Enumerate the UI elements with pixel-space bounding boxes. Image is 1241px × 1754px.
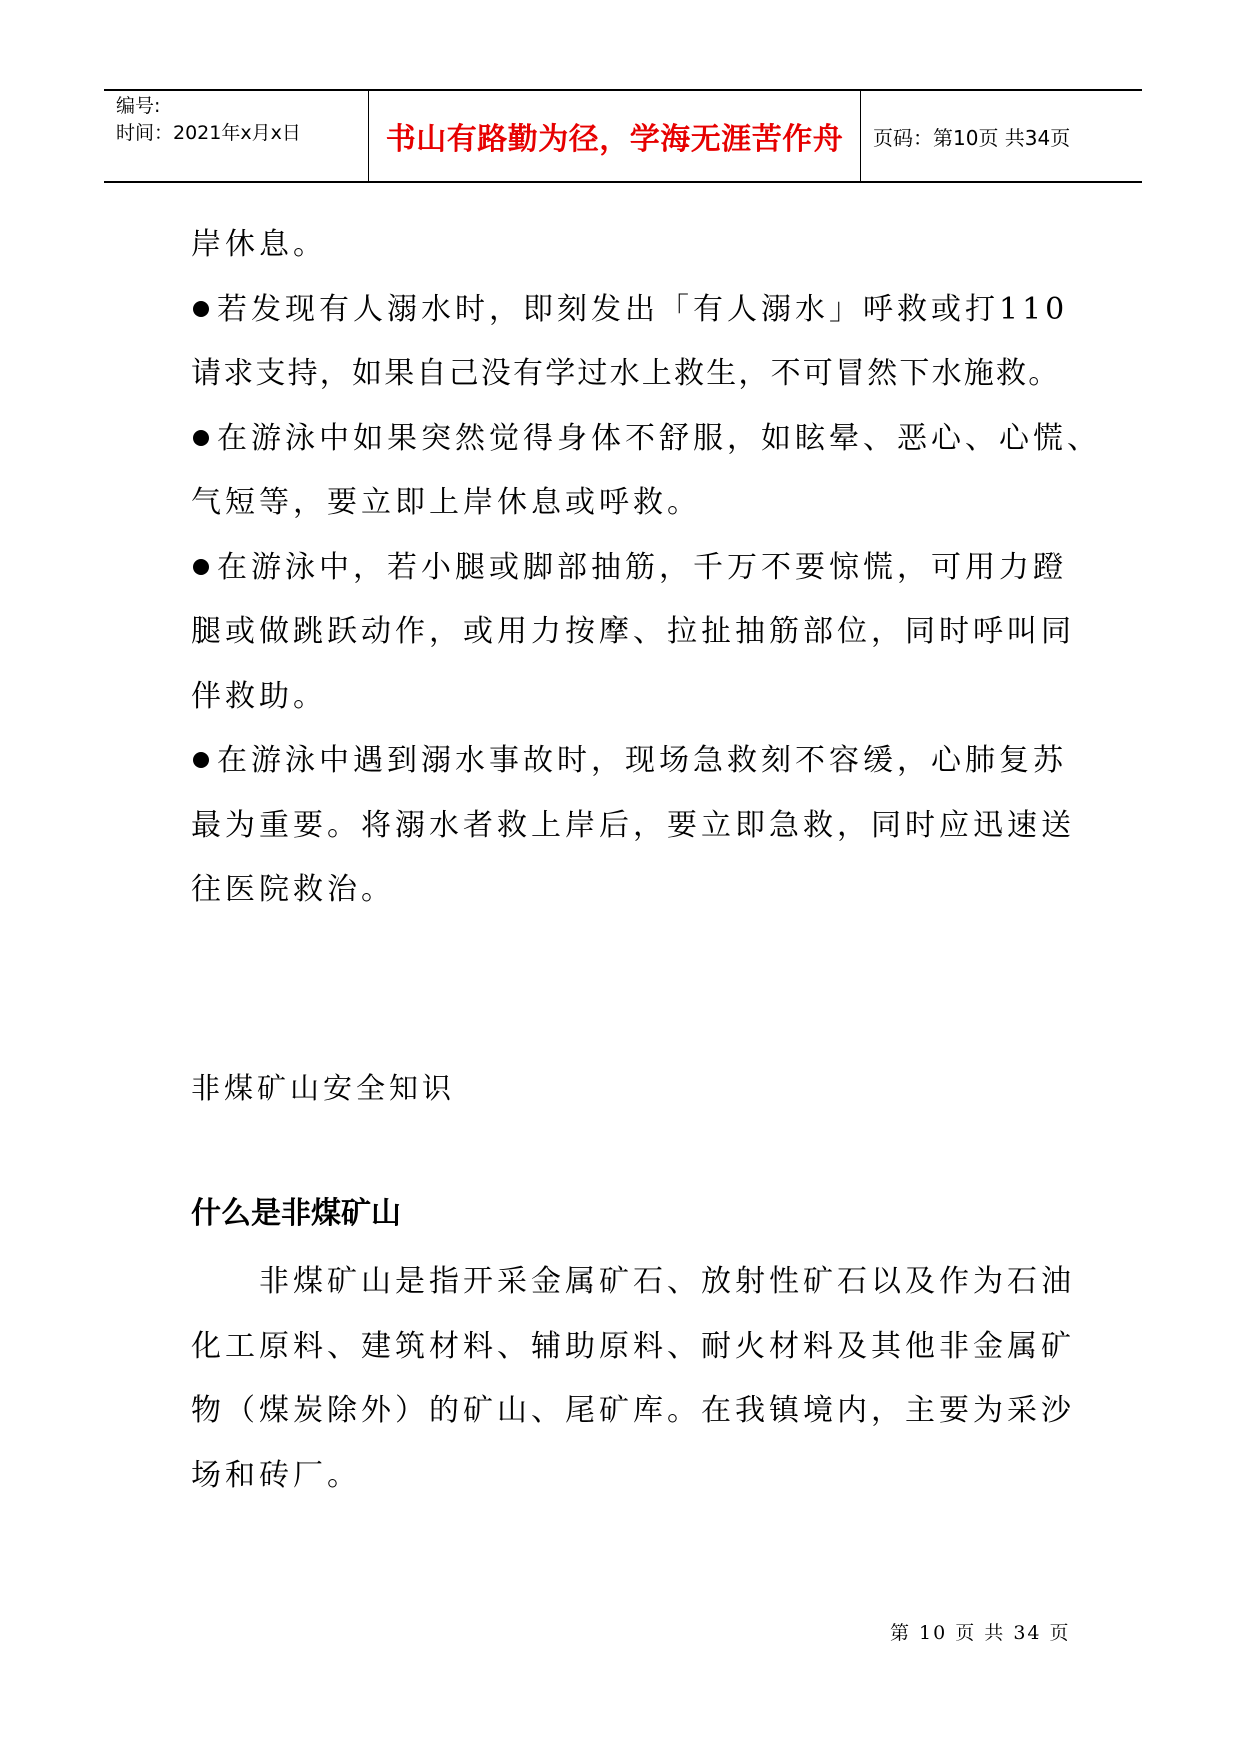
document-time-label: 时间：2021年x月x日 <box>116 122 301 144</box>
text-line: 请求支持，如果自己没有学过水上救生，不可冒然下水施救。 <box>191 356 1061 391</box>
bullet-icon <box>193 559 209 575</box>
document-number-label: 编号: <box>116 95 161 117</box>
text-line: 腿或做跳跃动作，或用力按摩、拉扯抽筋部位，同时呼叫同 <box>191 614 1075 649</box>
body-text <box>191 213 1101 923</box>
bullet-icon <box>193 752 209 768</box>
page-footer: 第 10 页 共 34 页 <box>890 1622 1071 1644</box>
bullet-icon <box>193 430 209 446</box>
paragraph <box>191 1250 1075 1508</box>
text-line: 在游泳中，若小腿或脚部抽筋，千万不要惊慌，可用力蹬 <box>191 536 1061 601</box>
header-page-info: 页码：第10页 共34页 <box>873 125 1071 150</box>
paragraph-line: 场和砖厂。 <box>191 1457 361 1493</box>
section-title: 非煤矿山安全知识 <box>191 1071 456 1105</box>
text-line: 岸休息。 <box>191 227 327 262</box>
text-line: 在游泳中遇到溺水事故时，现场急救刻不容缓，心肺复苏 <box>191 729 1061 794</box>
text-line: 在游泳中如果突然觉得身体不舒服，如眩晕、恶心、心慌、 <box>191 407 1061 472</box>
text-line: 若发现有人溺水时，即刻发出「有人溺水」呼救或打110 <box>191 278 1061 343</box>
page-header <box>104 89 1142 183</box>
text-line: 往医院救治。 <box>191 872 395 907</box>
paragraph-line: 物（煤炭除外）的矿山、尾矿库。在我镇境内，主要为采沙 <box>191 1393 1075 1428</box>
text-line: 气短等，要立即上岸休息或呼救。 <box>191 485 701 520</box>
header-meta <box>104 91 369 181</box>
header-motto: 书山有路勤为径，学海无涯苦作舟 <box>369 91 861 181</box>
text-line: 最为重要。将溺水者救上岸后，要立即急救，同时应迅速送 <box>191 807 1075 843</box>
heading: 什么是非煤矿山 <box>191 1196 401 1231</box>
paragraph-line: 非煤矿山是指开采金属矿石、放射性矿石以及作为石油 <box>259 1264 1075 1299</box>
paragraph-line: 化工原料、建筑材料、辅助原料、耐火材料及其他非金属矿 <box>191 1328 1075 1364</box>
bullet-icon <box>193 301 209 317</box>
text-line: 伴救助。 <box>191 678 327 714</box>
